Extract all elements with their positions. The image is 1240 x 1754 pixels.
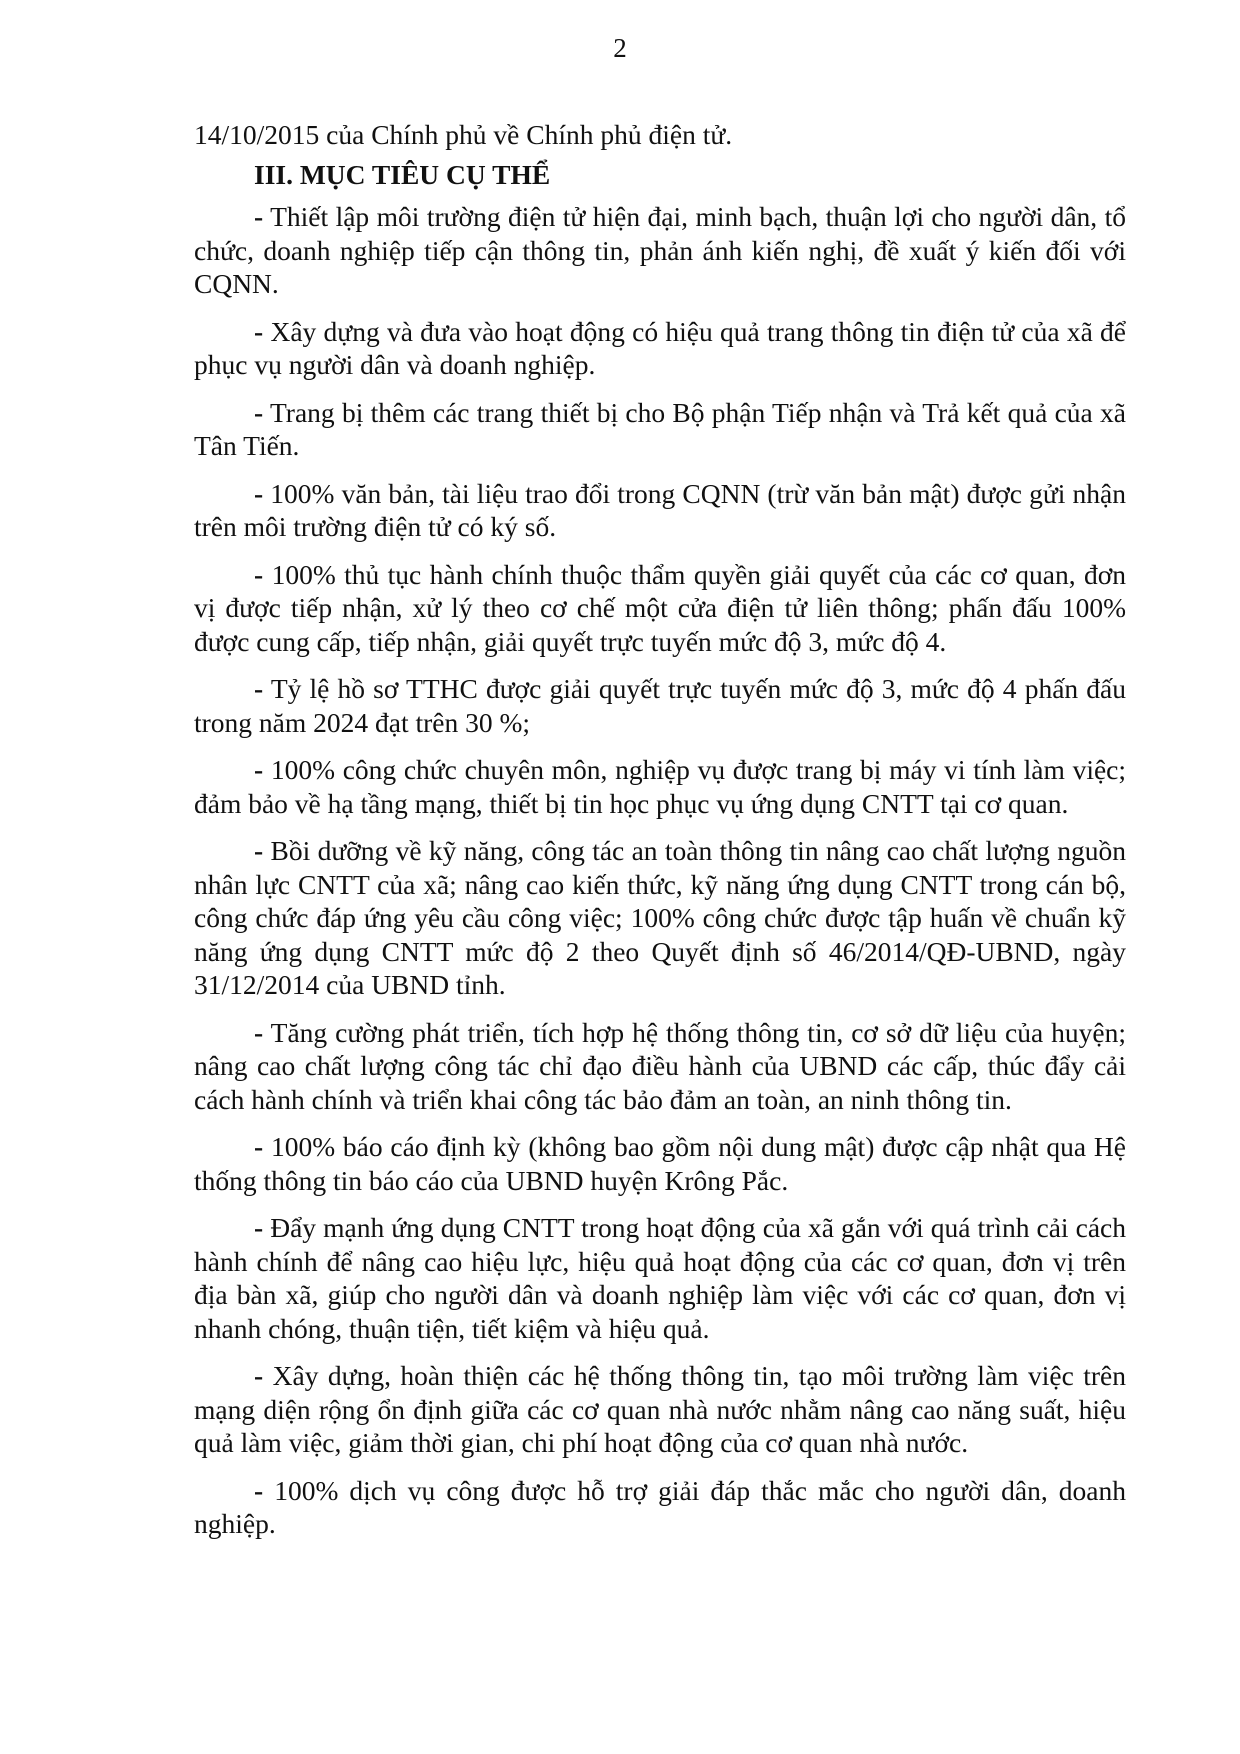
bullet-dash: - <box>254 1360 264 1391</box>
objective-text: Tỷ lệ hồ sơ TTHC được giải quyết trực tuyến mức độ 3, mức độ 4 phấn đấu trong năm 2024 đạt trên 30 %; <box>194 673 1126 738</box>
objective-text: Bồi dưỡng về kỹ năng, công tác an toàn thông tin nâng cao chất lượng nguồn nhân lực CNTT của xã; nâng cao kiến thức, kỹ năng ứng dụng CNTT trong cán bộ, công chức đáp ứng yêu cầu công việc; 100% công chức được tập huấn về chuẩn kỹ năng ứng dụng CNTT mức độ 2 theo Quyết định số 46/2014/QĐ-UBND, ngày 31/12/2014 của UBND tỉnh. <box>194 835 1126 1000</box>
continuation-line: 14/10/2015 của Chính phủ về Chính phủ điện tử. <box>194 119 733 150</box>
objective-item <box>194 1211 1126 1345</box>
objective-item <box>194 753 1126 820</box>
page-number: 2 <box>613 33 627 63</box>
objective-item <box>194 834 1126 1002</box>
objective-text: Xây dựng, hoàn thiện các hệ thống thông tin, tạo môi trường làm việc trên mạng diện rộng ổn định giữa các cơ quan nhà nước nhằm nâng cao năng suất, hiệu quả làm việc, giảm thời gian, chi phí hoạt động của cơ quan nhà nước. <box>194 1360 1127 1458</box>
objective-text: Trang bị thêm các trang thiết bị cho Bộ phận Tiếp nhận và Trả kết quả của xã Tân Tiến. <box>194 396 1126 461</box>
objective-text: 100% công chức chuyên môn, nghiệp vụ được trang bị máy vi tính làm việc; đảm bảo về hạ tầng mạng, thiết bị tin học phục vụ ứng dụng CNTT tại cơ quan. <box>194 754 1127 819</box>
objective-item <box>194 315 1126 382</box>
bullet-dash: - <box>254 315 264 347</box>
objective-item <box>194 672 1126 739</box>
objective-item <box>194 1016 1126 1117</box>
document-body <box>194 118 1126 1555</box>
objective-text: 100% dịch vụ công được hỗ trợ giải đáp thắc mắc cho người dân, doanh nghiệp. <box>194 1474 1126 1539</box>
objective-text: Tăng cường phát triển, tích hợp hệ thống thông tin, cơ sở dữ liệu của huyện; nâng cao chất lượng công tác chỉ đạo điều hành của UBND các cấp, thúc đẩy cải cách hành chính và triển khai công tác bảo đảm an toàn, an ninh thông tin. <box>194 1016 1126 1115</box>
objective-text: Thiết lập môi trường điện tử hiện đại, minh bạch, thuận lợi cho người dân, tổ chức, doanh nghiệp tiếp cận thông tin, phản ánh kiến nghị, đề xuất ý kiến đối với CQNN. <box>194 201 1126 299</box>
bullet-dash: - <box>254 754 264 785</box>
section-heading: III. MỤC TIÊU CỤ THỂ <box>254 158 551 190</box>
objective-item <box>194 200 1126 301</box>
bullet-dash: - <box>254 1474 264 1506</box>
bullet-dash: - <box>254 201 264 232</box>
bullet-dash: - <box>254 673 264 704</box>
objective-item <box>194 1474 1126 1541</box>
objective-item <box>194 558 1126 659</box>
bullet-dash: - <box>254 1212 264 1243</box>
objective-item <box>194 396 1126 463</box>
objective-item <box>194 1130 1126 1197</box>
bullet-dash: - <box>254 1131 264 1162</box>
objective-text: Đẩy mạnh ứng dụng CNTT trong hoạt động của xã gắn với quá trình cải cách hành chính để nâng cao hiệu lực, hiệu quả hoạt động của các cơ quan, đơn vị trên địa bàn xã, giúp cho người dân và doanh nghiệp làm việc với các cơ quan, đơn vị nhanh chóng, thuận tiện, tiết kiệm và hiệu quả. <box>194 1212 1126 1344</box>
objective-text: 100% thủ tục hành chính thuộc thẩm quyền giải quyết của các cơ quan, đơn vị được tiếp nhận, xử lý theo cơ chế một cửa điện tử liên thông; phấn đấu 100% được cung cấp, tiếp nhận, giải quyết trực tuyến mức độ 3, mức độ 4. <box>194 558 1126 657</box>
objective-item <box>194 1359 1126 1460</box>
objective-text: Xây dựng và đưa vào hoạt động có hiệu quả trang thông tin điện tử của xã để phục vụ người dân và doanh nghiệp. <box>194 315 1126 380</box>
bullet-dash: - <box>254 396 264 428</box>
bullet-dash: - <box>254 477 264 509</box>
objective-item <box>194 477 1126 544</box>
objective-text: 100% văn bản, tài liệu trao đổi trong CQNN (trừ văn bản mật) được gửi nhận trên môi trường điện tử có ký số. <box>194 477 1126 542</box>
bullet-dash: - <box>254 835 264 866</box>
bullet-dash: - <box>254 1016 264 1048</box>
bullet-dash: - <box>254 558 264 590</box>
objective-text: 100% báo cáo định kỳ (không bao gồm nội dung mật) được cập nhật qua Hệ thống thông tin báo cáo của UBND huyện Krông Pắc. <box>194 1131 1126 1196</box>
